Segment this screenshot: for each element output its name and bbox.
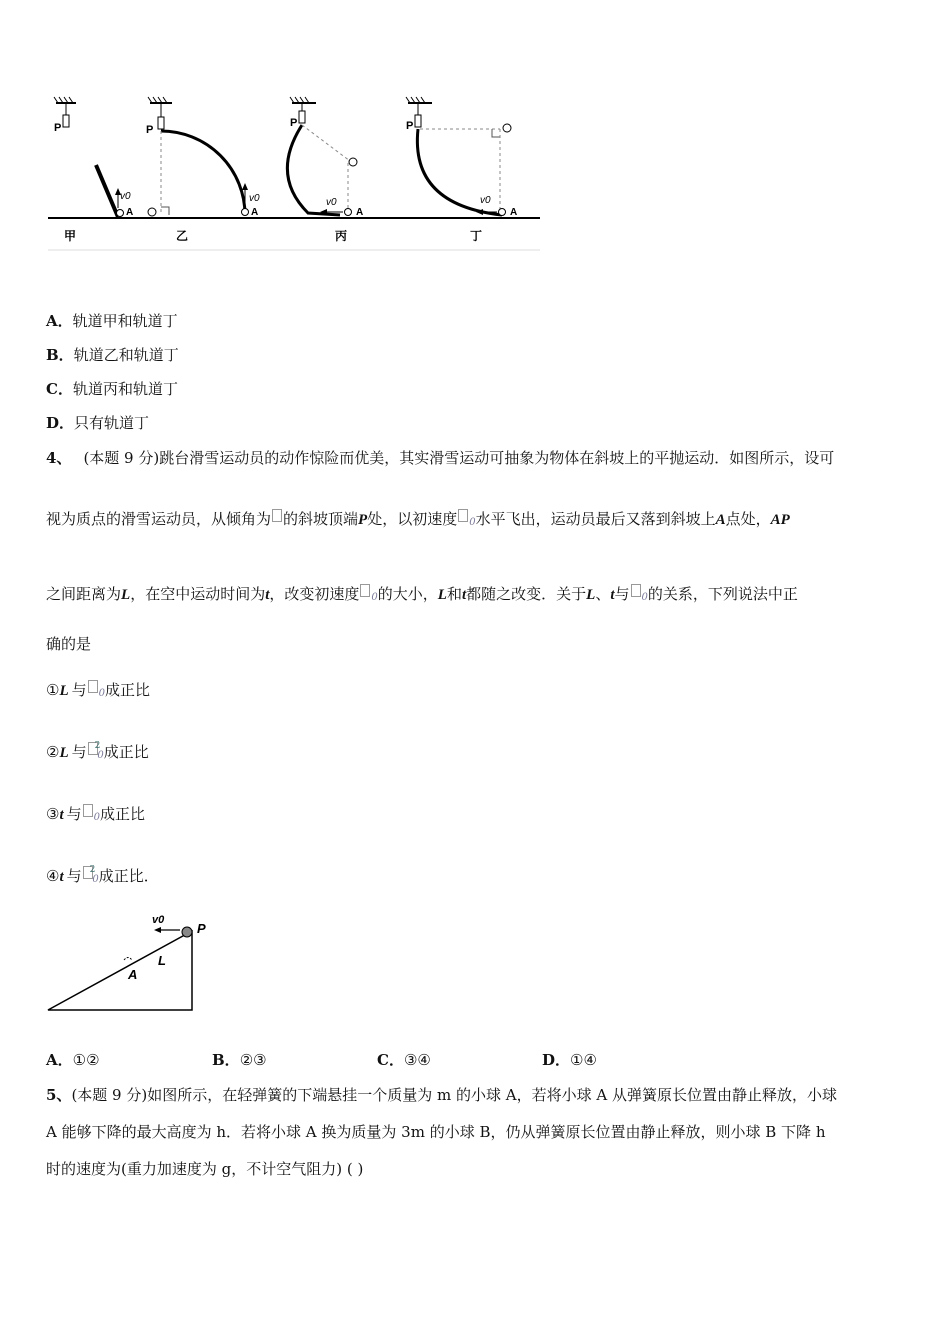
q4-option-b-letter: B． (212, 1051, 240, 1069)
q4-option-c-text: ③④ (403, 1051, 431, 1069)
statement-sub0: 0 (92, 874, 99, 885)
v-placeholder-icon (88, 680, 98, 693)
statement-tail: 成正比 (100, 805, 146, 823)
tracks-figure (40, 95, 545, 255)
q3-option-c-text: 轨道丙和轨道丁 (72, 380, 178, 398)
q4-option-d-letter: D． (542, 1051, 571, 1069)
q4-var-p: P (358, 512, 368, 528)
yi-v0: v0 (249, 193, 260, 204)
q4-var-l2: L (437, 587, 447, 603)
q3-option-c (46, 379, 178, 399)
q3-option-d-letter: D． (46, 414, 75, 432)
statement-sub0: 0 (97, 750, 104, 761)
slope-v0: v0 (152, 914, 165, 926)
q4-line3-c: ，改变初速度 (269, 585, 360, 603)
q3-option-b-text: 轨道乙和轨道丁 (73, 346, 179, 364)
q4-var-l3: L (586, 587, 596, 603)
q4-option-a (46, 1050, 100, 1070)
statement-tail: 成正比 (103, 743, 149, 761)
q4-statement-1 (46, 680, 150, 704)
q4-var-t2: t (461, 587, 467, 603)
bing-a-label: A (356, 207, 364, 218)
slope-l: L (158, 953, 166, 968)
track-bing (287, 97, 363, 243)
q4-line3-a: 之间距离为 (46, 585, 122, 603)
statement-mid: 与 (71, 743, 87, 761)
statement-var: t (59, 807, 64, 823)
slope-triangle (48, 931, 192, 1010)
q4-line2-c: 处，以初速度 (367, 510, 458, 528)
q3-option-a-text: 轨道甲和轨道丁 (72, 312, 178, 330)
statement-num: ② (46, 743, 60, 761)
statement-mid: 与 (66, 805, 82, 823)
statement-var: L (59, 683, 69, 699)
q3-option-d (46, 413, 149, 433)
label-yi: 乙 (176, 229, 189, 243)
v-placeholder-icon (83, 804, 93, 817)
q5-line1 (46, 1085, 837, 1105)
q4-option-d-text: ①④ (570, 1051, 597, 1069)
q5-number: 5、 (46, 1086, 72, 1104)
q4-option-a-letter: A． (46, 1051, 73, 1069)
slope-a: A (128, 967, 138, 982)
q4-statement-4 (46, 866, 159, 890)
q4-line3-e: 和 (446, 585, 462, 603)
track-yi (146, 97, 260, 243)
statement-mid: 与 (66, 867, 82, 885)
q4-var-ap: AP (770, 512, 790, 528)
q4-line4: 确的是 (46, 635, 92, 653)
q4-option-d (542, 1050, 597, 1070)
q3-option-b (46, 345, 179, 365)
q4-sub0: 0 (469, 517, 476, 528)
q4-line3-b: ，在空中运动时间为 (130, 585, 266, 603)
q4-var-l: L (121, 587, 131, 603)
statement-sub0: 0 (93, 812, 101, 823)
statement-mid: 与 (71, 681, 87, 699)
statement-num: ① (46, 681, 60, 699)
statement-num: ③ (46, 805, 60, 823)
q3-option-b-letter: B． (46, 346, 74, 364)
yi-p-label: P (146, 124, 154, 136)
label-ding: 丁 (470, 229, 483, 243)
q3-option-c-letter: C． (46, 380, 73, 398)
q3-option-a (46, 311, 178, 331)
statement-sup2: 2 (89, 865, 96, 875)
q5-line2: A 能够下降的最大高度为 h．若将小球 A 换为质量为 3m 的小球 B，仍从弹簧原长位置由静止释放，则小球 B 下降 h (46, 1123, 826, 1141)
statement-sub0: 0 (98, 688, 106, 699)
q4-line2-d: 水平飞出，运动员最后又落到斜坡上 (475, 510, 716, 528)
v-placeholder-icon (458, 509, 468, 522)
label-bing: 丙 (335, 229, 348, 243)
q4-line2-e: 点处， (725, 510, 771, 528)
jia-a-label: A (126, 207, 134, 218)
theta-placeholder-icon (272, 509, 282, 522)
q4-option-b (212, 1050, 267, 1070)
v-placeholder-icon (360, 584, 370, 597)
q5-line3: 时的速度为(重力加速度为 g，不计空气阻力) ( ) (46, 1160, 364, 1178)
q4-option-c-letter: C． (377, 1051, 404, 1069)
q4-line1-text: (本题 9 分)跳台滑雪运动员的动作惊险而优美，其实滑雪运动可抽象为物体在斜坡上的平抛运动．如图所示，设可 (83, 449, 835, 467)
q4-line3-d: 的大小， (377, 585, 438, 603)
v-placeholder-icon (631, 584, 641, 597)
q3-option-a-letter: A． (46, 312, 73, 330)
statement-var: L (59, 745, 69, 761)
q4-var-a: A (715, 512, 726, 528)
q4-line3 (46, 584, 798, 608)
q4-option-c (377, 1050, 431, 1070)
q5-line1-text: (本题 9 分)如图所示，在轻弹簧的下端悬挂一个质量为 m 的小球 A，若将小球 A 从弹簧原长位置由静止释放，小球 (71, 1086, 837, 1104)
q3-option-d-text: 只有轨道丁 (74, 414, 150, 432)
q4-statement-3 (46, 804, 145, 828)
q4-line2-b: 的斜坡顶端 (283, 510, 359, 528)
yi-a-label: A (251, 207, 259, 218)
track-ding (406, 97, 517, 243)
q4-line3-f: 都随之改变．关于 (466, 585, 587, 603)
q4-option-b-text: ②③ (239, 1051, 267, 1069)
q4-option-a-text: ①② (72, 1051, 100, 1069)
jia-p-label: P (54, 122, 62, 134)
bing-p-label: P (290, 117, 298, 129)
jia-v0: v0 (120, 191, 131, 202)
bing-v0: v0 (326, 197, 337, 208)
ding-p-label: P (406, 120, 414, 132)
statement-num: ④ (46, 867, 60, 885)
q4-line3-i: 的关系，下列说法中正 (647, 585, 798, 603)
ding-a-label: A (510, 207, 518, 218)
statement-sup2: 2 (94, 741, 101, 751)
q4-line1 (46, 448, 834, 468)
q4-var-t: t (265, 587, 270, 603)
slope-figure (40, 905, 220, 1017)
q4-statement-2 (46, 742, 149, 766)
label-jia: 甲 (64, 229, 77, 243)
q4-line2 (46, 509, 790, 533)
q4-sub0: 0 (371, 592, 378, 603)
statement-tail: 成正比． (98, 867, 159, 885)
q4-sub0: 0 (641, 592, 648, 603)
statement-var: t (59, 869, 64, 885)
slope-p: P (197, 921, 206, 936)
q4-line3-g: 、 (595, 585, 611, 603)
statement-tail: 成正比 (105, 681, 151, 699)
ding-v0: v0 (480, 195, 491, 206)
q4-line2-a: 视为质点的滑雪运动员，从倾角为 (46, 510, 272, 528)
q4-var-t3: t (610, 587, 615, 603)
q4-number: 4、 (46, 449, 72, 467)
skier-ball (182, 927, 192, 937)
q4-line3-h: 与 (614, 585, 630, 603)
track-jia (54, 97, 133, 243)
